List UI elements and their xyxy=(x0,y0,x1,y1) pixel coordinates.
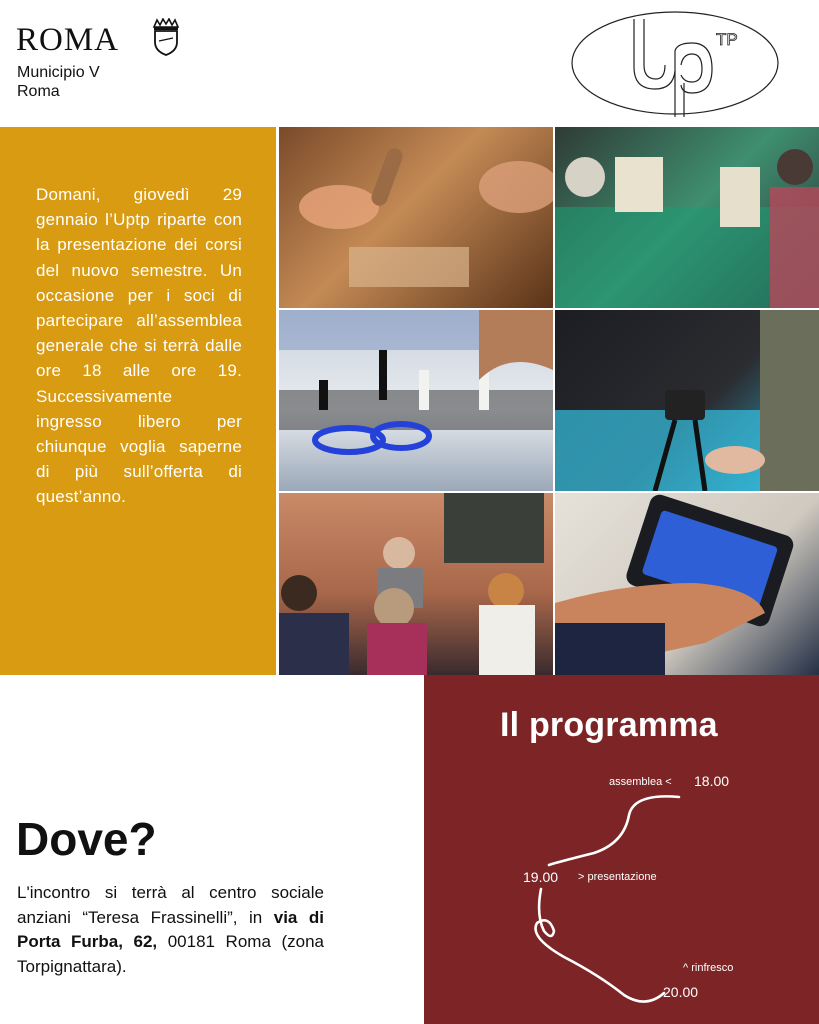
location-text-before: L'incontro si terrà al centro sociale anziani “Teresa Frassinelli”, in xyxy=(17,883,324,927)
program-title: Il programma xyxy=(500,706,718,744)
photo-piano-app-tablet xyxy=(555,493,819,675)
municipio-name: Municipio V xyxy=(17,64,100,81)
program-item-time-rinfresco: 20.00 xyxy=(663,984,699,1000)
location-text-after: 00181 Roma (zona Torpignattara). xyxy=(17,932,324,976)
photo-phone-tripod-lesson xyxy=(555,310,819,491)
roma-crest-icon xyxy=(151,18,181,56)
intro-text: Domani, giovedì 29 gennaio l’Uptp riparte con la presentazione dei corsi del nuovo semestre. Un occasione per i soci di partecipare all’assemblea generale che si terrà dalle ore 18 alle ore 19. Successivamente ingresso libero per chiunque voglia saperne di più sull’offerta di quest’anno. xyxy=(36,185,242,507)
program-item-label-rinfresco: ^ rinfresco xyxy=(683,962,734,974)
program-item-time-presentazione: 19.00 xyxy=(523,869,559,885)
photo-classroom-lecture xyxy=(279,493,553,675)
location-title: Dove? xyxy=(16,813,157,865)
roma-wordmark: ROMA xyxy=(16,22,120,58)
program-timeline-line xyxy=(424,675,819,1024)
program-item-label-assemblea: assemblea < xyxy=(609,776,672,788)
photo-chess-game xyxy=(279,310,553,491)
uptp-logo xyxy=(570,5,780,120)
roma-logo xyxy=(16,22,119,58)
location-address: via di Porta Furba, 62, xyxy=(17,907,324,951)
municipio-label xyxy=(17,63,100,101)
location-text xyxy=(17,881,324,979)
photo-painting-class xyxy=(555,127,819,308)
photo-pottery-workshop xyxy=(279,127,553,308)
program-item-time-assemblea: 18.00 xyxy=(694,773,730,789)
municipio-city: Roma xyxy=(17,83,60,100)
uptp-superscript: TP xyxy=(716,30,738,49)
program-item-label-presentazione: > presentazione xyxy=(578,871,657,883)
